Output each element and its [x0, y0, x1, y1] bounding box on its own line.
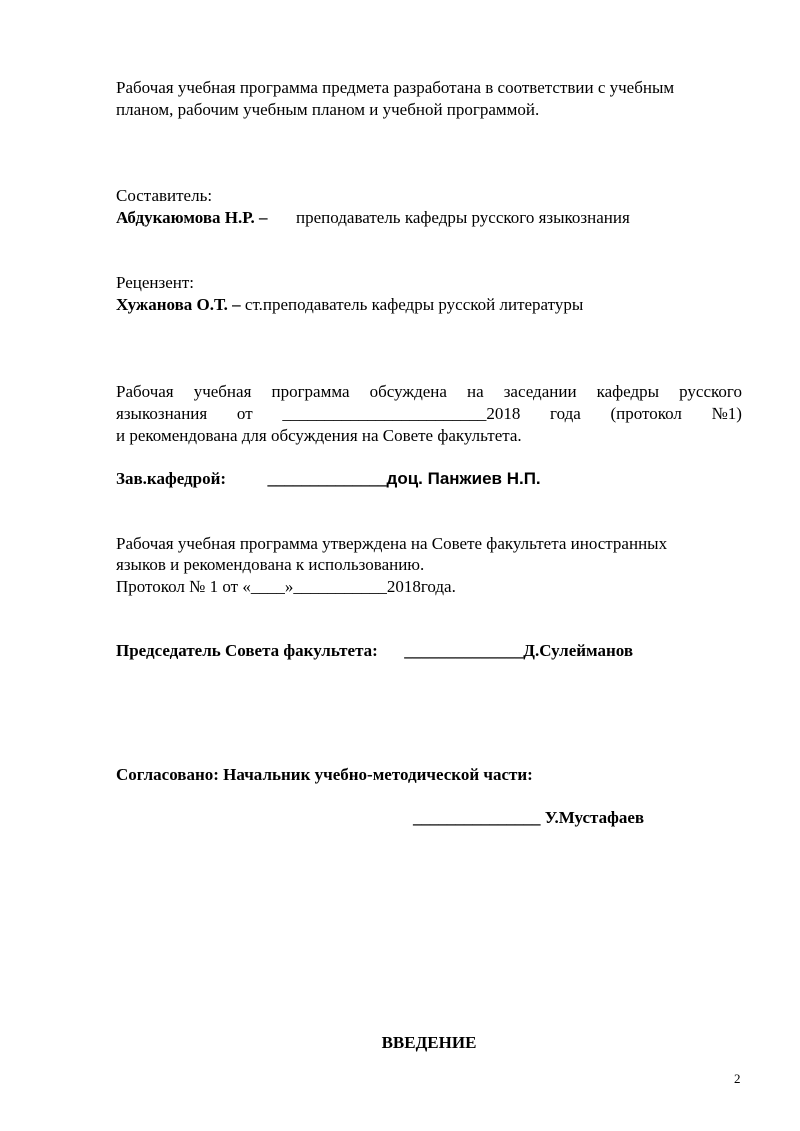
- approval-line-2: языков и рекомендована к использованию.: [116, 555, 425, 574]
- reviewer-name: Хужанова О.Т. –: [116, 295, 241, 314]
- intro-line-1: Рабочая учебная программа предмета разработана в соответствии с учебным: [116, 78, 675, 97]
- word: на: [467, 382, 484, 401]
- word: языкознания: [116, 404, 208, 423]
- chairman-line: [116, 640, 633, 662]
- word: учебная: [193, 382, 252, 401]
- reviewer-line: [116, 294, 583, 316]
- head-of-dept-name: доц. Панжиев Н.П.: [386, 469, 541, 488]
- section-title: ВВЕДЕНИЕ: [381, 1033, 477, 1052]
- agreed-signature: _______________ У.Мустафаев: [413, 808, 645, 827]
- word: Рабочая: [116, 382, 174, 401]
- word: №1): [711, 404, 742, 423]
- head-of-dept-blank: ______________: [267, 469, 387, 488]
- word: от: [236, 404, 253, 423]
- compiler-line: [116, 207, 630, 229]
- word: (протокол: [610, 404, 682, 423]
- word: года: [550, 404, 581, 423]
- discussion-line-2: [116, 403, 742, 425]
- word: программа: [271, 382, 350, 401]
- agreed-label: Согласовано: Начальник учебно-методической части:: [116, 765, 533, 784]
- approval-line-1: Рабочая учебная программа утверждена на Совете факультета иностранных: [116, 534, 668, 553]
- head-of-dept-line: [116, 468, 541, 490]
- approval-line-3: Протокол № 1 от «____»___________2018года.: [116, 577, 456, 596]
- compiler-name: Абдукаюмова Н.Р. –: [116, 208, 268, 227]
- head-of-dept-label: Зав.кафедрой:: [116, 469, 227, 488]
- word: русского: [679, 382, 742, 401]
- word: обсуждена: [369, 382, 447, 401]
- compiler-label: Составитель:: [116, 186, 213, 205]
- word: заседании: [503, 382, 577, 401]
- word: кафедры: [596, 382, 660, 401]
- page-number: 2: [734, 1071, 741, 1086]
- discussion-line-3: и рекомендована для обсуждения на Совете факультета.: [116, 426, 522, 445]
- compiler-position: преподаватель кафедры русского языкознания: [296, 208, 630, 227]
- discussion-line-1: [116, 381, 742, 403]
- chairman-signature: ______________Д.Сулейманов: [404, 641, 634, 660]
- reviewer-position: ст.преподаватель кафедры русской литературы: [240, 295, 584, 314]
- word: ________________________2018: [282, 404, 521, 423]
- intro-line-2: планом, рабочим учебным планом и учебной программой.: [116, 100, 540, 119]
- reviewer-label: Рецензент:: [116, 273, 195, 292]
- chairman-label: Председатель Совета факультета:: [116, 641, 378, 660]
